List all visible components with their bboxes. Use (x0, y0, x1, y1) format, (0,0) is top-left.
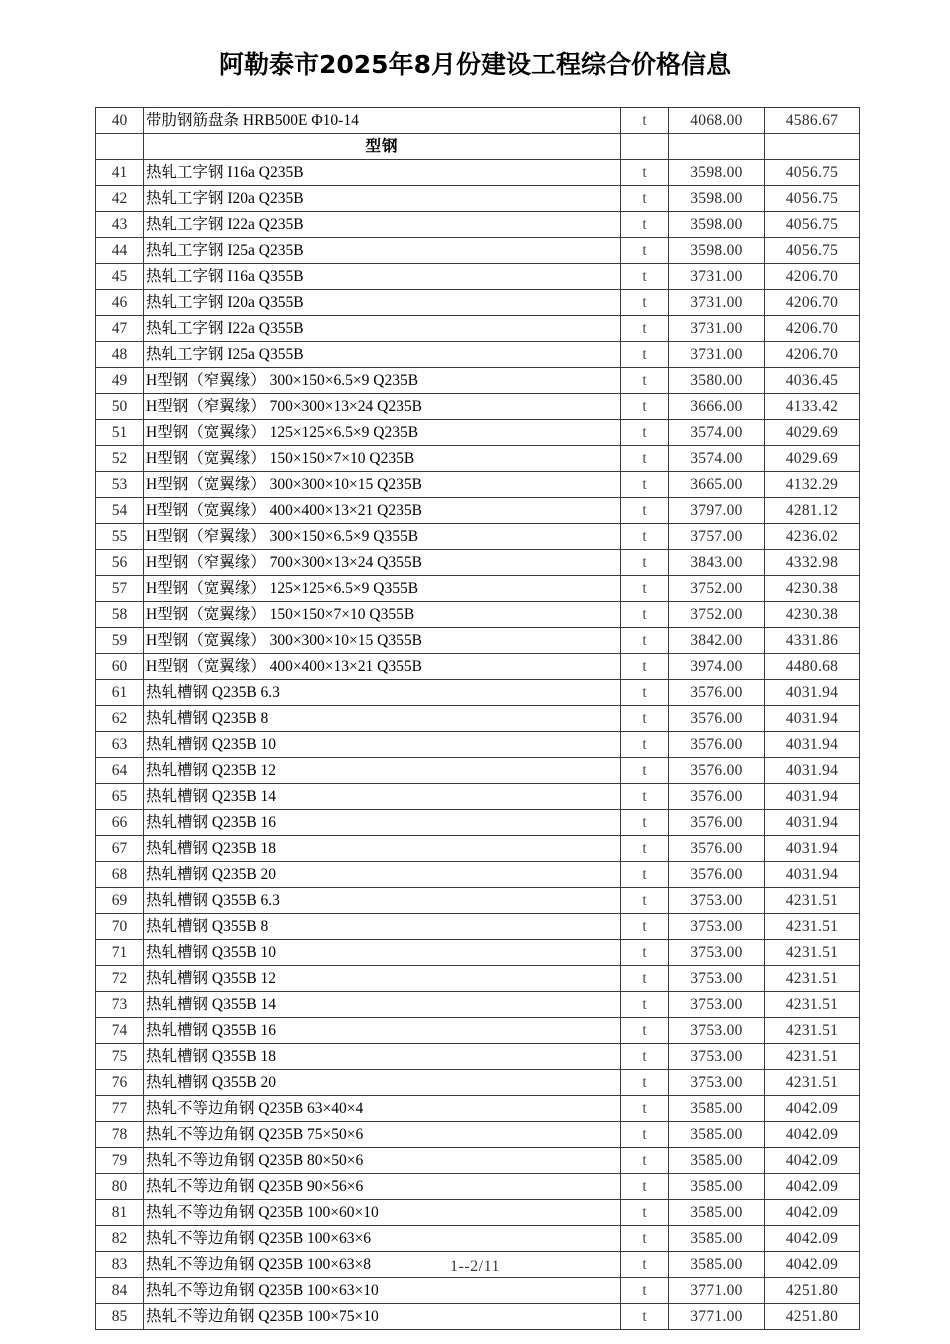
row-index-cell: 70 (96, 914, 144, 940)
row-material-name-cell: 热轧槽钢 Q355B 8 (144, 914, 621, 940)
row-index-cell: 68 (96, 862, 144, 888)
row-material-name-cell: 热轧槽钢 Q235B 12 (144, 758, 621, 784)
row-price-incl-tax-cell: 4586.67 (765, 108, 860, 134)
table-row (96, 368, 860, 394)
row-material-name-cell: H型钢（宽翼缘） 125×125×6.5×9 Q355B (144, 576, 621, 602)
row-price-excl-tax-cell: 3753.00 (669, 914, 765, 940)
row-index-cell: 53 (96, 472, 144, 498)
table-row (96, 654, 860, 680)
table-row (96, 212, 860, 238)
row-unit-cell: t (621, 654, 669, 680)
row-price-incl-tax-cell: 4231.51 (765, 1018, 860, 1044)
row-unit-cell: t (621, 1252, 669, 1278)
price-table-body (96, 108, 860, 1330)
row-price-excl-tax-cell: 3598.00 (669, 160, 765, 186)
row-material-name-cell: 热轧槽钢 Q355B 16 (144, 1018, 621, 1044)
row-price-incl-tax-cell: 4281.12 (765, 498, 860, 524)
row-index-cell: 80 (96, 1174, 144, 1200)
row-material-name-cell: 热轧槽钢 Q355B 14 (144, 992, 621, 1018)
table-row (96, 1018, 860, 1044)
row-index-cell: 40 (96, 108, 144, 134)
row-price-incl-tax-cell: 4042.09 (765, 1096, 860, 1122)
row-price-incl-tax-cell: 4031.94 (765, 862, 860, 888)
row-price-excl-tax-cell: 3797.00 (669, 498, 765, 524)
row-price-incl-tax-cell: 4031.94 (765, 680, 860, 706)
table-row (96, 966, 860, 992)
row-price-incl-tax-cell: 4042.09 (765, 1174, 860, 1200)
table-row (96, 446, 860, 472)
row-price-excl-tax-cell: 3576.00 (669, 758, 765, 784)
row-unit-cell: t (621, 1044, 669, 1070)
row-material-name-cell: H型钢（宽翼缘） 400×400×13×21 Q235B (144, 498, 621, 524)
row-material-name-cell: H型钢（窄翼缘） 700×300×13×24 Q355B (144, 550, 621, 576)
page-footer: 1--2/11 (449, 1258, 500, 1275)
row-index-cell: 62 (96, 706, 144, 732)
row-price-incl-tax-cell: 4133.42 (765, 394, 860, 420)
row-price-excl-tax-cell: 3576.00 (669, 836, 765, 862)
row-unit-cell: t (621, 160, 669, 186)
row-unit-cell: t (621, 1122, 669, 1148)
row-index-cell: 84 (96, 1278, 144, 1304)
row-unit-cell: t (621, 1174, 669, 1200)
row-index-cell: 52 (96, 446, 144, 472)
row-unit-cell: t (621, 1226, 669, 1252)
row-price-incl-tax-cell: 4231.51 (765, 940, 860, 966)
row-price-excl-tax-cell: 3731.00 (669, 342, 765, 368)
row-price-excl-tax-cell: 3753.00 (669, 992, 765, 1018)
row-index-cell: 49 (96, 368, 144, 394)
row-price-excl-tax-cell: 3752.00 (669, 602, 765, 628)
row-unit-cell: t (621, 602, 669, 628)
row-material-name-cell: 热轧不等边角钢 Q235B 63×40×4 (144, 1096, 621, 1122)
row-material-name-cell: 热轧工字钢 I25a Q355B (144, 342, 621, 368)
row-price-incl-tax-cell: 4206.70 (765, 316, 860, 342)
row-unit-cell: t (621, 1070, 669, 1096)
row-index-cell: 83 (96, 1252, 144, 1278)
row-price-incl-tax-cell: 4132.29 (765, 472, 860, 498)
row-material-name-cell: 热轧不等边角钢 Q235B 80×50×6 (144, 1148, 621, 1174)
table-group-row (96, 134, 860, 160)
row-price-incl-tax-cell: 4251.80 (765, 1304, 860, 1330)
row-unit-cell: t (621, 992, 669, 1018)
row-price-excl-tax-cell: 3574.00 (669, 420, 765, 446)
row-price-excl-tax-cell: 3974.00 (669, 654, 765, 680)
table-row (96, 420, 860, 446)
row-price-excl-tax-cell: 3585.00 (669, 1226, 765, 1252)
row-unit-cell: t (621, 1018, 669, 1044)
table-row (96, 1096, 860, 1122)
table-row (96, 732, 860, 758)
row-material-name-cell: 热轧工字钢 I22a Q355B (144, 316, 621, 342)
row-unit-cell: t (621, 680, 669, 706)
table-row (96, 914, 860, 940)
table-row (96, 1122, 860, 1148)
row-price-excl-tax-cell: 3753.00 (669, 1070, 765, 1096)
row-price-excl-tax-cell: 3752.00 (669, 576, 765, 602)
row-price-incl-tax-cell: 4231.51 (765, 914, 860, 940)
row-index-cell: 61 (96, 680, 144, 706)
row-material-name-cell: 热轧槽钢 Q235B 18 (144, 836, 621, 862)
row-index-cell: 58 (96, 602, 144, 628)
row-price-excl-tax-cell: 3574.00 (669, 446, 765, 472)
row-index-cell: 67 (96, 836, 144, 862)
row-price-incl-tax-cell: 4056.75 (765, 212, 860, 238)
row-unit-cell: t (621, 1304, 669, 1330)
table-row (96, 290, 860, 316)
row-price-incl-tax-cell: 4042.09 (765, 1148, 860, 1174)
table-row (96, 186, 860, 212)
row-material-name-cell: 热轧工字钢 I16a Q355B (144, 264, 621, 290)
row-index-cell: 64 (96, 758, 144, 784)
row-material-name-cell: 热轧槽钢 Q235B 10 (144, 732, 621, 758)
row-price-incl-tax-cell: 4230.38 (765, 576, 860, 602)
row-material-name-cell: 带肋钢筋盘条 HRB500E Φ10-14 (144, 108, 621, 134)
row-index-cell: 51 (96, 420, 144, 446)
table-row (96, 524, 860, 550)
row-material-name-cell: 热轧不等边角钢 Q235B 100×60×10 (144, 1200, 621, 1226)
row-price-incl-tax-cell: 4231.51 (765, 1044, 860, 1070)
row-index-cell: 50 (96, 394, 144, 420)
table-row (96, 706, 860, 732)
row-index-cell: 55 (96, 524, 144, 550)
table-row (96, 888, 860, 914)
row-material-name-cell: 热轧槽钢 Q355B 20 (144, 1070, 621, 1096)
row-price-incl-tax-cell: 4031.94 (765, 758, 860, 784)
row-price-excl-tax-cell: 3576.00 (669, 680, 765, 706)
row-index-cell: 71 (96, 940, 144, 966)
row-price-incl-tax-cell: 4056.75 (765, 160, 860, 186)
table-row (96, 550, 860, 576)
group-row-price1-cell (669, 134, 765, 160)
row-unit-cell: t (621, 472, 669, 498)
row-unit-cell: t (621, 550, 669, 576)
row-material-name-cell: H型钢（宽翼缘） 300×300×10×15 Q235B (144, 472, 621, 498)
row-index-cell: 73 (96, 992, 144, 1018)
row-unit-cell: t (621, 498, 669, 524)
row-price-incl-tax-cell: 4230.38 (765, 602, 860, 628)
row-index-cell: 65 (96, 784, 144, 810)
row-price-incl-tax-cell: 4056.75 (765, 186, 860, 212)
table-row (96, 394, 860, 420)
row-price-incl-tax-cell: 4031.94 (765, 732, 860, 758)
price-table-container (95, 107, 859, 1330)
row-unit-cell: t (621, 264, 669, 290)
table-row (96, 1148, 860, 1174)
row-index-cell: 54 (96, 498, 144, 524)
table-row (96, 1304, 860, 1330)
row-price-incl-tax-cell: 4231.51 (765, 888, 860, 914)
row-unit-cell: t (621, 316, 669, 342)
table-row (96, 680, 860, 706)
row-index-cell: 57 (96, 576, 144, 602)
row-index-cell: 75 (96, 1044, 144, 1070)
table-row (96, 602, 860, 628)
row-index-cell: 81 (96, 1200, 144, 1226)
row-unit-cell: t (621, 862, 669, 888)
table-row (96, 992, 860, 1018)
row-unit-cell: t (621, 888, 669, 914)
row-price-excl-tax-cell: 3576.00 (669, 810, 765, 836)
row-material-name-cell: 热轧槽钢 Q355B 10 (144, 940, 621, 966)
row-unit-cell: t (621, 628, 669, 654)
row-price-incl-tax-cell: 4042.09 (765, 1122, 860, 1148)
row-price-excl-tax-cell: 3665.00 (669, 472, 765, 498)
row-price-incl-tax-cell: 4231.51 (765, 1070, 860, 1096)
row-price-excl-tax-cell: 3585.00 (669, 1200, 765, 1226)
row-price-incl-tax-cell: 4332.98 (765, 550, 860, 576)
row-unit-cell: t (621, 706, 669, 732)
row-unit-cell: t (621, 784, 669, 810)
table-row (96, 940, 860, 966)
table-row (96, 316, 860, 342)
row-price-excl-tax-cell: 3731.00 (669, 316, 765, 342)
row-unit-cell: t (621, 342, 669, 368)
row-price-excl-tax-cell: 3580.00 (669, 368, 765, 394)
row-material-name-cell: 热轧工字钢 I20a Q355B (144, 290, 621, 316)
row-index-cell: 82 (96, 1226, 144, 1252)
row-material-name-cell: 热轧不等边角钢 Q235B 100×63×10 (144, 1278, 621, 1304)
row-price-incl-tax-cell: 4031.94 (765, 810, 860, 836)
row-unit-cell: t (621, 1096, 669, 1122)
row-material-name-cell: 热轧工字钢 I16a Q235B (144, 160, 621, 186)
row-unit-cell: t (621, 212, 669, 238)
row-material-name-cell: 热轧槽钢 Q235B 14 (144, 784, 621, 810)
table-row (96, 758, 860, 784)
row-unit-cell: t (621, 1278, 669, 1304)
row-price-excl-tax-cell: 3753.00 (669, 1044, 765, 1070)
table-row (96, 862, 860, 888)
row-material-name-cell: H型钢（宽翼缘） 300×300×10×15 Q355B (144, 628, 621, 654)
row-price-incl-tax-cell: 4029.69 (765, 446, 860, 472)
table-row (96, 264, 860, 290)
row-price-incl-tax-cell: 4031.94 (765, 784, 860, 810)
row-price-incl-tax-cell: 4480.68 (765, 654, 860, 680)
row-index-cell: 60 (96, 654, 144, 680)
table-row (96, 1044, 860, 1070)
row-unit-cell: t (621, 914, 669, 940)
row-unit-cell: t (621, 108, 669, 134)
row-index-cell: 85 (96, 1304, 144, 1330)
price-table (95, 107, 860, 1330)
table-row (96, 342, 860, 368)
row-price-excl-tax-cell: 3753.00 (669, 966, 765, 992)
row-material-name-cell: H型钢（宽翼缘） 150×150×7×10 Q235B (144, 446, 621, 472)
row-price-incl-tax-cell: 4331.86 (765, 628, 860, 654)
row-price-incl-tax-cell: 4231.51 (765, 966, 860, 992)
row-index-cell: 41 (96, 160, 144, 186)
row-index-cell: 46 (96, 290, 144, 316)
row-index-cell: 76 (96, 1070, 144, 1096)
table-row (96, 108, 860, 134)
row-price-incl-tax-cell: 4031.94 (765, 706, 860, 732)
row-price-incl-tax-cell: 4031.94 (765, 836, 860, 862)
table-row (96, 810, 860, 836)
row-price-excl-tax-cell: 3585.00 (669, 1174, 765, 1200)
row-unit-cell: t (621, 836, 669, 862)
row-price-excl-tax-cell: 3731.00 (669, 290, 765, 316)
table-row (96, 160, 860, 186)
row-material-name-cell: 热轧不等边角钢 Q235B 100×63×8 (144, 1252, 621, 1278)
row-price-excl-tax-cell: 3585.00 (669, 1148, 765, 1174)
row-material-name-cell: 热轧工字钢 I25a Q235B (144, 238, 621, 264)
row-index-cell: 77 (96, 1096, 144, 1122)
row-price-excl-tax-cell: 3771.00 (669, 1304, 765, 1330)
row-index-cell: 66 (96, 810, 144, 836)
row-unit-cell: t (621, 290, 669, 316)
row-index-cell: 59 (96, 628, 144, 654)
table-row (96, 1200, 860, 1226)
row-unit-cell: t (621, 940, 669, 966)
row-material-name-cell: 热轧槽钢 Q235B 8 (144, 706, 621, 732)
row-material-name-cell: H型钢（宽翼缘） 150×150×7×10 Q355B (144, 602, 621, 628)
table-row (96, 1226, 860, 1252)
row-price-incl-tax-cell: 4056.75 (765, 238, 860, 264)
row-material-name-cell: 热轧槽钢 Q355B 6.3 (144, 888, 621, 914)
row-price-incl-tax-cell: 4042.09 (765, 1252, 860, 1278)
table-row (96, 784, 860, 810)
row-price-excl-tax-cell: 3753.00 (669, 940, 765, 966)
row-index-cell: 42 (96, 186, 144, 212)
row-unit-cell: t (621, 446, 669, 472)
row-material-name-cell: H型钢（宽翼缘） 125×125×6.5×9 Q235B (144, 420, 621, 446)
table-row (96, 238, 860, 264)
row-material-name-cell: H型钢（窄翼缘） 300×150×6.5×9 Q355B (144, 524, 621, 550)
table-row (96, 472, 860, 498)
row-price-excl-tax-cell: 3753.00 (669, 1018, 765, 1044)
row-price-excl-tax-cell: 3666.00 (669, 394, 765, 420)
row-unit-cell: t (621, 238, 669, 264)
row-price-excl-tax-cell: 3731.00 (669, 264, 765, 290)
row-price-excl-tax-cell: 3842.00 (669, 628, 765, 654)
row-index-cell: 63 (96, 732, 144, 758)
row-unit-cell: t (621, 420, 669, 446)
row-price-incl-tax-cell: 4029.69 (765, 420, 860, 446)
row-index-cell: 43 (96, 212, 144, 238)
row-price-incl-tax-cell: 4042.09 (765, 1226, 860, 1252)
row-unit-cell: t (621, 368, 669, 394)
row-price-incl-tax-cell: 4206.70 (765, 290, 860, 316)
table-row (96, 628, 860, 654)
row-index-cell: 74 (96, 1018, 144, 1044)
row-price-excl-tax-cell: 3598.00 (669, 238, 765, 264)
table-row (96, 1278, 860, 1304)
row-price-excl-tax-cell: 3585.00 (669, 1122, 765, 1148)
row-unit-cell: t (621, 810, 669, 836)
row-index-cell: 47 (96, 316, 144, 342)
row-price-incl-tax-cell: 4236.02 (765, 524, 860, 550)
table-row (96, 498, 860, 524)
row-index-cell: 44 (96, 238, 144, 264)
row-price-excl-tax-cell: 3585.00 (669, 1096, 765, 1122)
row-index-cell: 48 (96, 342, 144, 368)
row-material-name-cell: H型钢（窄翼缘） 300×150×6.5×9 Q235B (144, 368, 621, 394)
row-index-cell: 72 (96, 966, 144, 992)
row-price-excl-tax-cell: 4068.00 (669, 108, 765, 134)
row-unit-cell: t (621, 1200, 669, 1226)
row-price-excl-tax-cell: 3757.00 (669, 524, 765, 550)
table-row (96, 1070, 860, 1096)
row-material-name-cell: H型钢（宽翼缘） 400×400×13×21 Q355B (144, 654, 621, 680)
row-unit-cell: t (621, 732, 669, 758)
row-unit-cell: t (621, 186, 669, 212)
row-index-cell: 79 (96, 1148, 144, 1174)
row-price-incl-tax-cell: 4206.70 (765, 342, 860, 368)
row-unit-cell: t (621, 1148, 669, 1174)
row-unit-cell: t (621, 524, 669, 550)
row-material-name-cell: 热轧工字钢 I20a Q235B (144, 186, 621, 212)
row-price-incl-tax-cell: 4206.70 (765, 264, 860, 290)
row-price-excl-tax-cell: 3576.00 (669, 862, 765, 888)
row-price-incl-tax-cell: 4231.51 (765, 992, 860, 1018)
row-index-cell: 56 (96, 550, 144, 576)
row-material-name-cell: 热轧槽钢 Q235B 16 (144, 810, 621, 836)
row-index-cell: 78 (96, 1122, 144, 1148)
row-price-excl-tax-cell: 3771.00 (669, 1278, 765, 1304)
row-unit-cell: t (621, 966, 669, 992)
row-price-excl-tax-cell: 3598.00 (669, 186, 765, 212)
row-unit-cell: t (621, 394, 669, 420)
row-price-excl-tax-cell: 3585.00 (669, 1252, 765, 1278)
table-row (96, 576, 860, 602)
row-material-name-cell: 热轧槽钢 Q235B 6.3 (144, 680, 621, 706)
row-unit-cell: t (621, 758, 669, 784)
row-material-name-cell: 热轧工字钢 I22a Q235B (144, 212, 621, 238)
row-index-cell: 69 (96, 888, 144, 914)
row-material-name-cell: 热轧不等边角钢 Q235B 90×56×6 (144, 1174, 621, 1200)
table-row (96, 836, 860, 862)
row-price-excl-tax-cell: 3843.00 (669, 550, 765, 576)
group-row-unit-cell (621, 134, 669, 160)
row-material-name-cell: 热轧不等边角钢 Q235B 100×75×10 (144, 1304, 621, 1330)
row-unit-cell: t (621, 576, 669, 602)
row-material-name-cell: H型钢（窄翼缘） 700×300×13×24 Q235B (144, 394, 621, 420)
row-material-name-cell: 热轧槽钢 Q355B 12 (144, 966, 621, 992)
row-price-excl-tax-cell: 3598.00 (669, 212, 765, 238)
row-price-incl-tax-cell: 4251.80 (765, 1278, 860, 1304)
row-price-incl-tax-cell: 4036.45 (765, 368, 860, 394)
row-material-name-cell: 热轧不等边角钢 Q235B 75×50×6 (144, 1122, 621, 1148)
group-row-no-cell (96, 134, 144, 160)
row-price-excl-tax-cell: 3753.00 (669, 888, 765, 914)
table-row (96, 1174, 860, 1200)
group-row-label: 型钢 (144, 134, 621, 160)
row-material-name-cell: 热轧槽钢 Q235B 20 (144, 862, 621, 888)
row-price-incl-tax-cell: 4042.09 (765, 1200, 860, 1226)
row-material-name-cell: 热轧槽钢 Q355B 18 (144, 1044, 621, 1070)
row-index-cell: 45 (96, 264, 144, 290)
row-material-name-cell: 热轧不等边角钢 Q235B 100×63×6 (144, 1226, 621, 1252)
group-row-price2-cell (765, 134, 860, 160)
page-title: 阿勒泰市2025年8月份建设工程综合价格信息 (219, 50, 731, 79)
row-price-excl-tax-cell: 3576.00 (669, 732, 765, 758)
row-price-excl-tax-cell: 3576.00 (669, 784, 765, 810)
row-price-excl-tax-cell: 3576.00 (669, 706, 765, 732)
